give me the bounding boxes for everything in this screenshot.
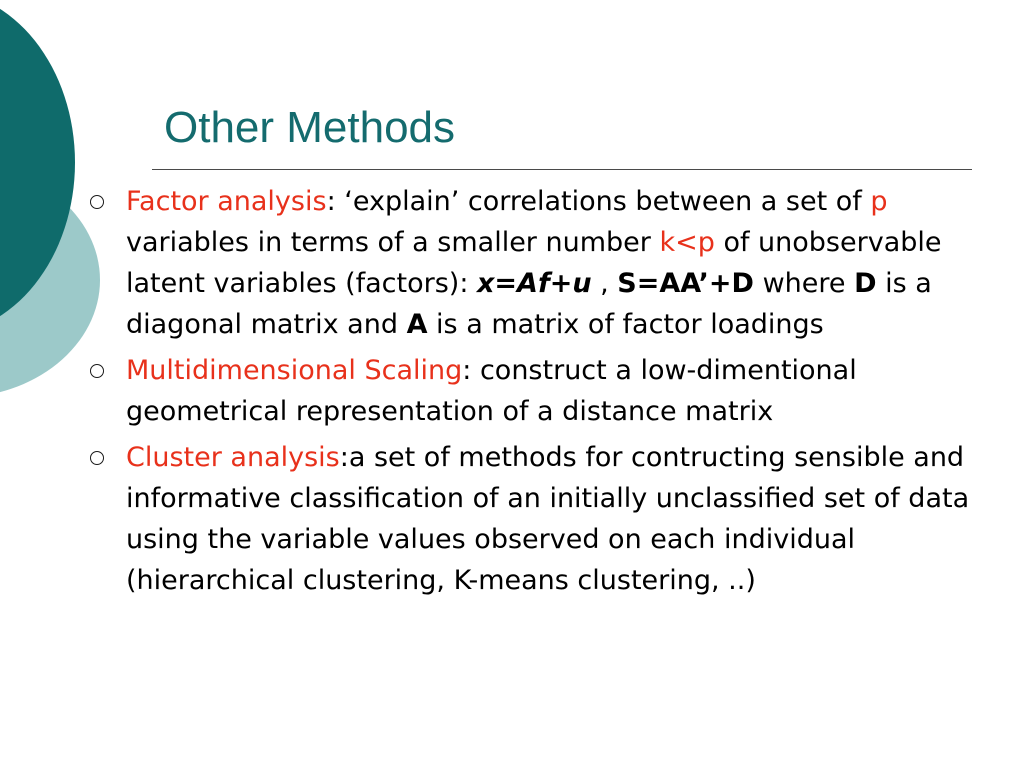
text-segment: where — [753, 268, 855, 299]
text-segment: is a matrix of factor loadings — [427, 309, 824, 340]
text-segment: : ‘explain’ correlations between a set of — [326, 186, 871, 217]
variable-k-less-p: k<p — [659, 227, 715, 258]
symbol-a: A — [406, 309, 428, 340]
title-underline — [152, 169, 972, 170]
bullet-list — [90, 181, 990, 606]
term-factor-analysis: Factor analysis — [126, 186, 327, 217]
text-segment: :a set of methods for contructing sensible and informative classification of an initially unclassified set of data using the variable values observed on each individual (hierarchical clustering, K-means clustering, ..) — [126, 442, 970, 596]
text-segment: is a diagonal matrix and — [126, 268, 932, 340]
symbol-d: D — [854, 268, 877, 299]
bullet-multidimensional-scaling — [90, 350, 990, 432]
hollow-circle-bullet-icon — [90, 364, 104, 378]
variable-p: p — [870, 186, 888, 217]
term-multidimensional-scaling: Multidimensional Scaling — [126, 355, 463, 386]
equation-covariance: S=AA’+D — [617, 268, 754, 299]
equation-model: x=Af+u — [477, 268, 592, 299]
slide-title: Other Methods — [164, 103, 456, 152]
hollow-circle-bullet-icon — [90, 451, 104, 465]
hollow-circle-bullet-icon — [90, 195, 104, 209]
text-segment: , — [591, 268, 618, 299]
text-segment: variables in terms of a smaller number — [126, 227, 660, 258]
term-cluster-analysis: Cluster analysis — [126, 442, 340, 473]
bullet-cluster-analysis — [90, 437, 990, 601]
text-segment: : construct a low-dimentional geometrical representation of a distance matrix — [126, 355, 857, 427]
text-segment: of unobservable latent variables (factors): — [126, 227, 942, 299]
bullet-factor-analysis — [90, 181, 990, 345]
